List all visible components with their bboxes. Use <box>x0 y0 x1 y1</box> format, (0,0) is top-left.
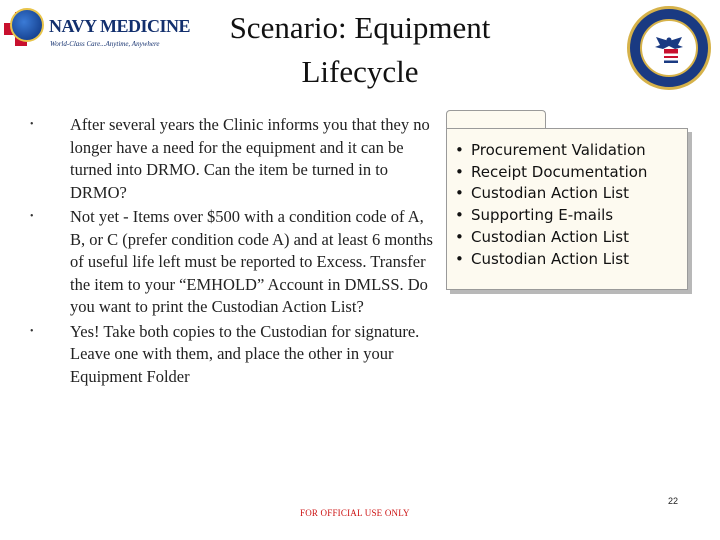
bullet-dot: • <box>455 249 464 268</box>
bullet-item <box>30 206 440 319</box>
bullet-marker: • <box>30 119 34 130</box>
checklist-item <box>455 162 647 184</box>
document-checklist-note <box>446 128 688 290</box>
seal-inner <box>640 19 698 77</box>
title-line-2: Lifecycle <box>301 54 419 89</box>
title-line-1: Scenario: Equipment <box>229 10 491 45</box>
checklist-item <box>455 227 647 249</box>
checklist-item <box>455 140 647 162</box>
shield-icon <box>664 49 678 63</box>
bullet-dot: • <box>455 227 464 246</box>
bullet-text: Not yet - Items over $500 with a condition code of A, B, or C (prefer condition code A) and at least 6 months of useful life left must be reported to Excess. Transfer the item to your “EMHOLD” Account in DMLSS. Do you want to print the Custodian Action List? <box>70 207 433 316</box>
checklist-item <box>455 249 647 271</box>
note-page <box>446 128 688 290</box>
navy-seal-icon <box>627 6 711 90</box>
classification-footer: FOR OFFICIAL USE ONLY <box>300 508 410 518</box>
checklist-item-label: Custodian Action List <box>471 227 629 246</box>
bullet-list <box>30 114 440 390</box>
bullet-item <box>30 321 440 389</box>
checklist-item-label: Custodian Action List <box>471 249 629 268</box>
bullet-item <box>30 114 440 204</box>
bullet-text: After several years the Clinic informs you that they no longer have a need for the equipment and it can be turned into DRMO. Can the item be turned in to DRMO? <box>70 115 430 202</box>
bullet-marker: • <box>30 211 34 222</box>
page-number: 22 <box>668 496 679 506</box>
bullet-text: Yes! Take both copies to the Custodian for signature. Leave one with them, and place the other in your Equipment Folder <box>70 321 420 386</box>
checklist <box>455 140 647 270</box>
checklist-item-label: Supporting E-mails <box>471 206 614 225</box>
bullet-dot: • <box>455 141 464 159</box>
bullet-dot: • <box>455 162 464 181</box>
bullet-marker: • <box>30 325 34 337</box>
folder-tab <box>446 110 546 128</box>
bullet-dot: • <box>455 184 464 203</box>
globe-icon <box>10 8 44 42</box>
bullet-dot: • <box>455 206 464 225</box>
checklist-item <box>455 205 647 227</box>
navy-medicine-logo <box>2 4 191 56</box>
checklist-item-label: Procurement Validation <box>471 141 646 159</box>
page-title <box>180 6 540 94</box>
checklist-item-label: Custodian Action List <box>471 184 629 203</box>
logo-name: NAVY MEDICINE <box>49 16 191 36</box>
logo-tagline: World-Class Care...Anytime, Anywhere <box>50 40 160 48</box>
checklist-item <box>455 183 647 205</box>
checklist-item-label: Receipt Documentation <box>471 162 648 181</box>
